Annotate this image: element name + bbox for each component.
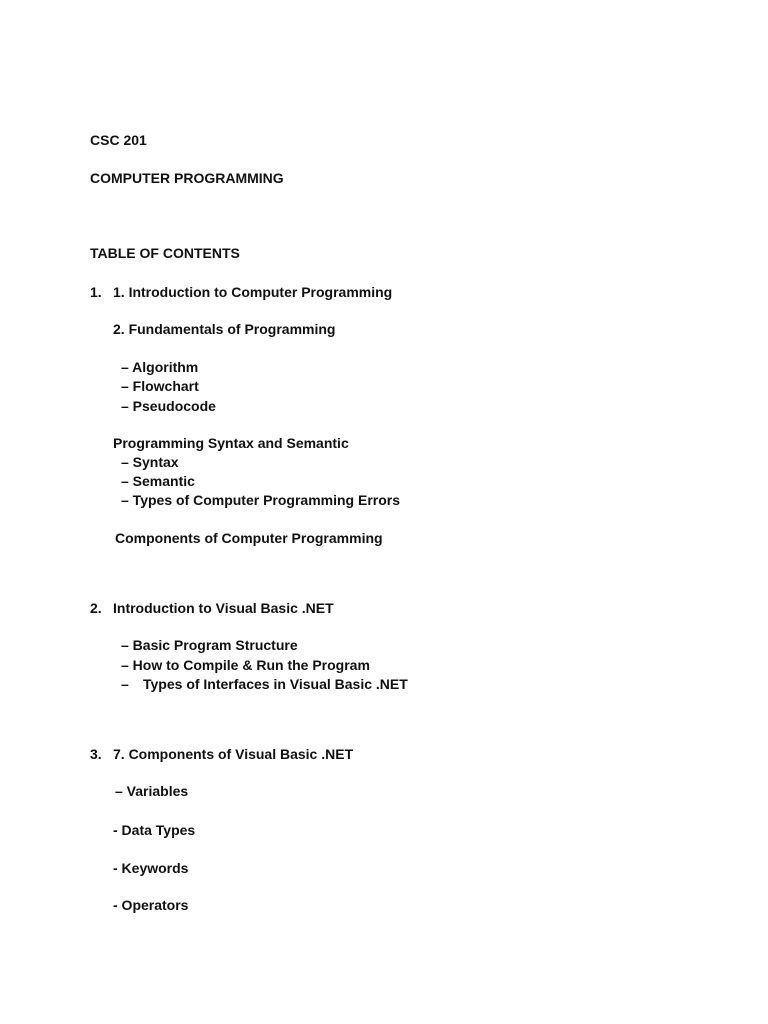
list-item: Types of Interfaces in Visual Basic .NET [143, 676, 408, 692]
subsection-components-title: Components of Computer Programming [115, 530, 383, 546]
section-1-title: 1. Introduction to Computer Programming [113, 284, 393, 300]
course-title: COMPUTER PROGRAMMING [90, 170, 284, 186]
list-item: - Keywords [113, 860, 189, 876]
section-3-number: 3. [90, 746, 102, 762]
list-item: – Algorithm [121, 359, 199, 375]
toc-heading: TABLE OF CONTENTS [90, 245, 240, 261]
list-item-dash: – [121, 676, 129, 692]
subsection-fundamentals-title: 2. Fundamentals of Programming [113, 321, 336, 337]
list-item: – Syntax [121, 454, 179, 470]
section-2-title: Introduction to Visual Basic .NET [113, 600, 334, 616]
list-item: – How to Compile & Run the Program [121, 657, 370, 673]
list-item: – Variables [115, 783, 189, 799]
section-2-number: 2. [90, 600, 102, 616]
course-code: CSC 201 [90, 132, 147, 148]
list-item: - Data Types [113, 822, 196, 838]
list-item: – Semantic [121, 473, 195, 489]
section-1-number: 1. [90, 284, 102, 300]
subsection-syntax-title: Programming Syntax and Semantic [113, 435, 349, 451]
list-item: - Operators [113, 897, 189, 913]
list-item: – Basic Program Structure [121, 637, 298, 653]
section-3-title: 7. Components of Visual Basic .NET [113, 746, 354, 762]
list-item: – Flowchart [121, 378, 199, 394]
list-item: – Types of Computer Programming Errors [121, 492, 401, 508]
list-item: – Pseudocode [121, 398, 216, 414]
